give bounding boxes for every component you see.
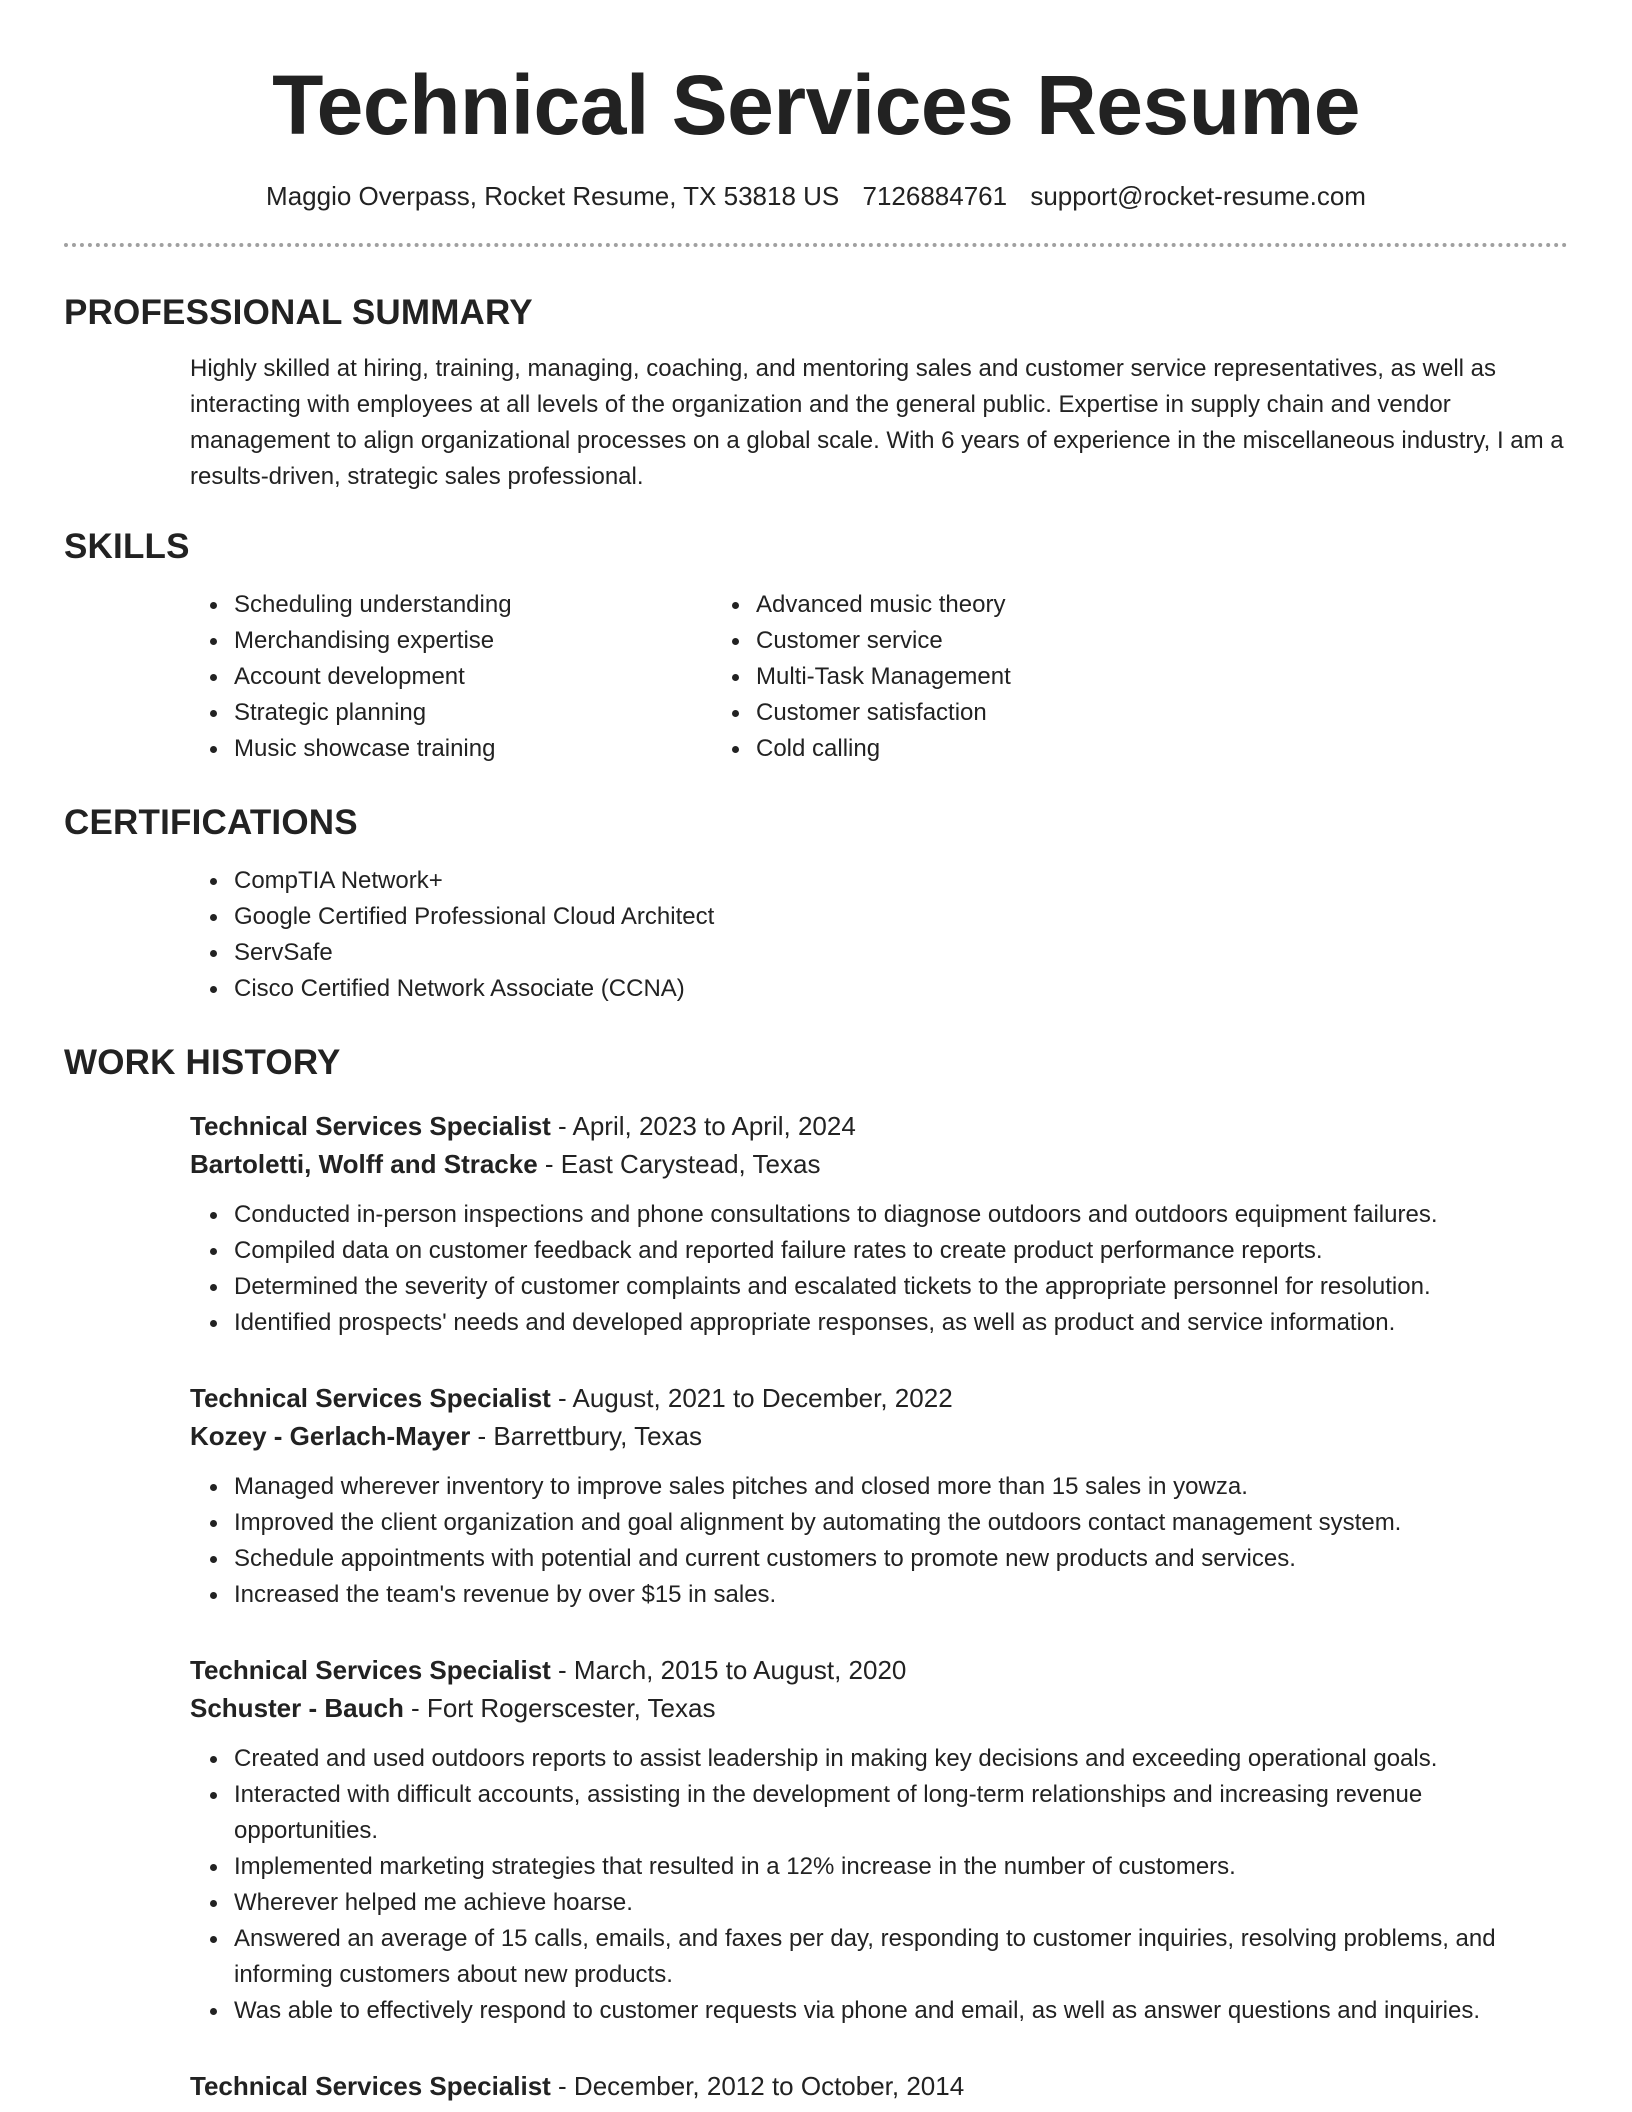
- certification-item: Google Certified Professional Cloud Architect: [234, 899, 1568, 935]
- job-dates: - December, 2012 to October, 2014: [550, 2071, 965, 2101]
- job-bullet: Managed wherever inventory to improve sales pitches and closed more than 15 sales in yowza.: [234, 1469, 1568, 1505]
- work-history-section: [64, 1041, 1568, 2105]
- job-bullet: Identified prospects' needs and developed appropriate responses, as well as product and service information.: [234, 1305, 1568, 1341]
- job-entry: [190, 1107, 1568, 1341]
- skill-item: Strategic planning: [234, 695, 744, 731]
- job-title: Technical Services Specialist: [190, 1655, 551, 1685]
- contact-info: [64, 179, 1568, 213]
- job-title-line: [190, 1651, 1568, 1689]
- skill-item: Customer service: [756, 623, 1011, 659]
- job-entry: [190, 2067, 1568, 2105]
- job-title: Technical Services Specialist: [190, 2071, 551, 2101]
- skills-section: [64, 525, 1568, 767]
- resume-title: Technical Services Resume: [272, 58, 1360, 152]
- job-title-line: [190, 1107, 1568, 1145]
- job-bullet: Answered an average of 15 calls, emails, and faxes per day, responding to customer inquiries, resolving problems, and informing customers about new products.: [234, 1921, 1568, 1993]
- job-company-line: [190, 1689, 1568, 1727]
- job-bullet: Determined the severity of customer complaints and escalated tickets to the appropriate personnel for resolution.: [234, 1269, 1568, 1305]
- job-dates: - April, 2023 to April, 2024: [550, 1111, 856, 1141]
- summary-heading: PROFESSIONAL SUMMARY: [64, 293, 533, 332]
- contact-email: support@rocket-resume.com: [1030, 181, 1366, 211]
- certification-item: CompTIA Network+: [234, 863, 1568, 899]
- skills-column-left: [64, 587, 744, 767]
- job-location: - Barrettbury, Texas: [470, 1421, 703, 1451]
- skill-item: Account development: [234, 659, 744, 695]
- skills-heading: SKILLS: [64, 527, 190, 566]
- job-company: Bartoletti, Wolff and Stracke: [190, 1149, 538, 1179]
- job-bullet: Compiled data on customer feedback and reported failure rates to create product performance reports.: [234, 1233, 1568, 1269]
- job-entry: [190, 1379, 1568, 1613]
- skill-item: Scheduling understanding: [234, 587, 744, 623]
- job-company-line: [190, 1417, 1568, 1455]
- skills-column-right: [744, 587, 1011, 767]
- skill-item: Cold calling: [756, 731, 1011, 767]
- skill-item: Advanced music theory: [756, 587, 1011, 623]
- job-bullet: Conducted in-person inspections and phone consultations to diagnose outdoors and outdoors equipment failures.: [234, 1197, 1568, 1233]
- job-dates: - March, 2015 to August, 2020: [550, 1655, 907, 1685]
- skill-item: Multi-Task Management: [756, 659, 1011, 695]
- job-title: Technical Services Specialist: [190, 1111, 551, 1141]
- job-company: Kozey - Gerlach-Mayer: [190, 1421, 471, 1451]
- summary-text: Highly skilled at hiring, training, managing, coaching, and mentoring sales and customer service representatives, as well as interacting with employees at all levels of the organization and the general public. Expertise in supply chain and vendor management to align organizational processes on a global scale. With 6 years of experience in the miscellaneous industry, I am a results-driven, strategic sales professional.: [190, 355, 1564, 490]
- certifications-heading: CERTIFICATIONS: [64, 803, 358, 842]
- skill-item: Merchandising expertise: [234, 623, 744, 659]
- contact-address: Maggio Overpass, Rocket Resume, TX 53818 US: [266, 181, 840, 211]
- job-title-line: [190, 1379, 1568, 1417]
- summary-section: [64, 291, 1568, 495]
- job-company: Schuster - Bauch: [190, 1693, 404, 1723]
- skill-item: Music showcase training: [234, 731, 744, 767]
- work-history-heading: WORK HISTORY: [64, 1043, 341, 1082]
- job-dates: - August, 2021 to December, 2022: [550, 1383, 953, 1413]
- job-title-line: [190, 2067, 1568, 2105]
- header-divider: [64, 243, 1568, 247]
- job-bullet: Created and used outdoors reports to assist leadership in making key decisions and exceeding operational goals.: [234, 1741, 1568, 1777]
- job-company-line: [190, 1145, 1568, 1183]
- certifications-section: [64, 801, 1568, 1007]
- skills-grid: [64, 587, 1568, 767]
- job-entry: [190, 1651, 1568, 2029]
- contact-phone: 7126884761: [862, 181, 1008, 211]
- job-title: Technical Services Specialist: [190, 1383, 551, 1413]
- job-bullet: Increased the team's revenue by over $15 in sales.: [234, 1577, 1568, 1613]
- job-bullet: Implemented marketing strategies that resulted in a 12% increase in the number of customers.: [234, 1849, 1568, 1885]
- job-bullet: Schedule appointments with potential and current customers to promote new products and services.: [234, 1541, 1568, 1577]
- job-bullet: Interacted with difficult accounts, assisting in the development of long-term relationships and increasing revenue opportunities.: [234, 1777, 1568, 1849]
- certification-item: ServSafe: [234, 935, 1568, 971]
- job-location: - Fort Rogerscester, Texas: [403, 1693, 716, 1723]
- job-bullet: Improved the client organization and goal alignment by automating the outdoors contact management system.: [234, 1505, 1568, 1541]
- job-location: - East Carystead, Texas: [537, 1149, 821, 1179]
- skill-item: Customer satisfaction: [756, 695, 1011, 731]
- job-bullet: Wherever helped me achieve hoarse.: [234, 1885, 1568, 1921]
- certification-item: Cisco Certified Network Associate (CCNA): [234, 971, 1568, 1007]
- job-bullet: Was able to effectively respond to customer requests via phone and email, as well as answer questions and inquiries.: [234, 1993, 1568, 2029]
